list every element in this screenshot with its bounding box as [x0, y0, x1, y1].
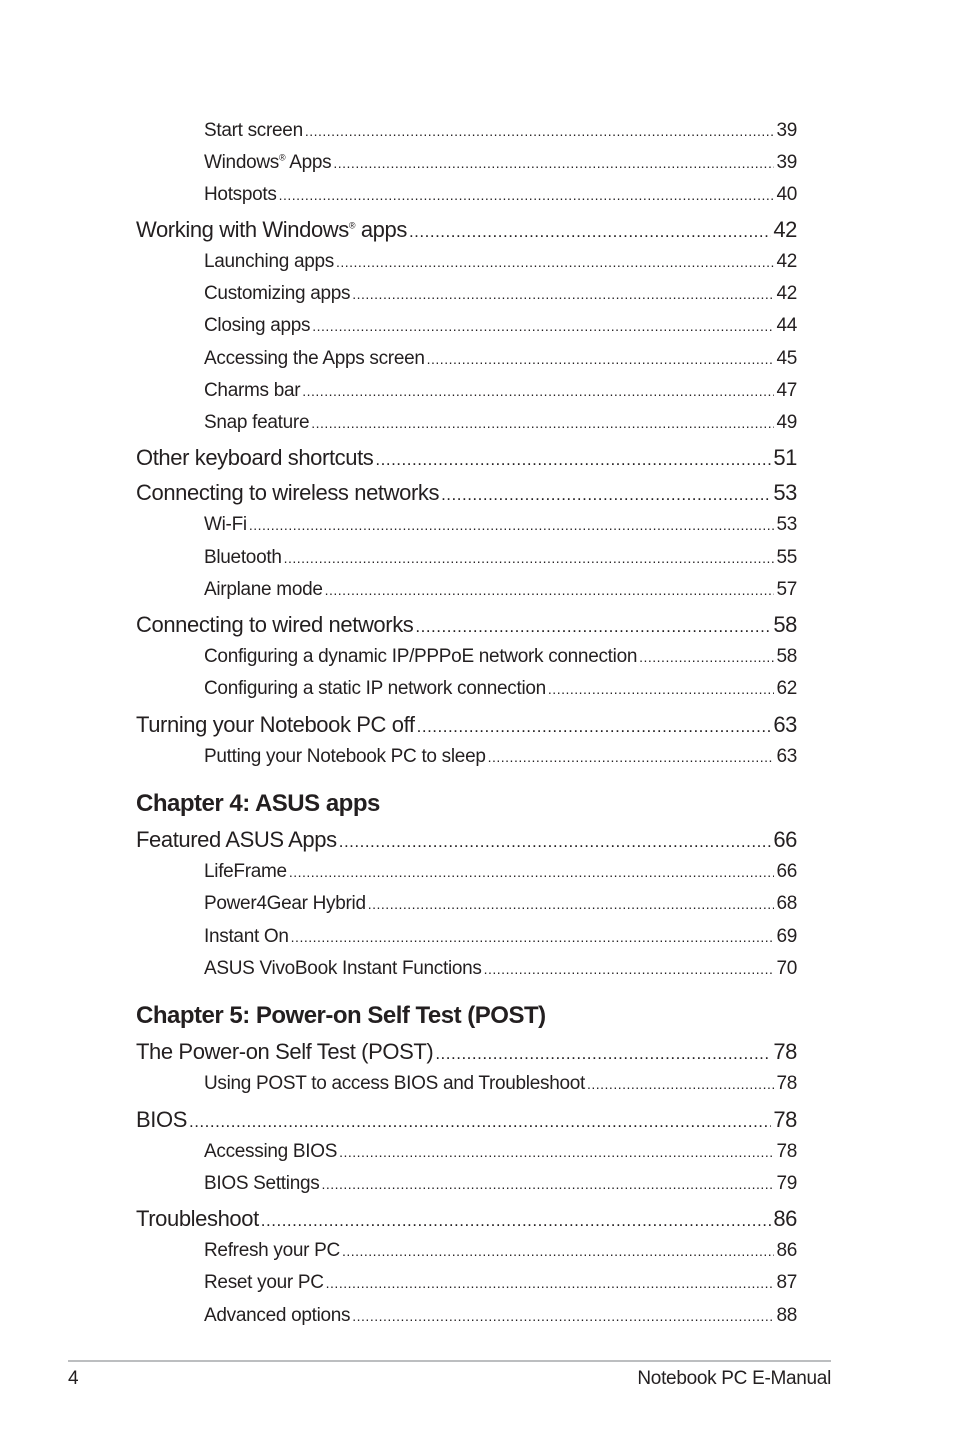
toc-entry-page: 45	[776, 348, 797, 369]
dot-leader	[311, 415, 774, 431]
toc-entry-title: Start screen	[204, 120, 303, 141]
toc-entry-title: Snap feature	[204, 412, 310, 433]
toc-subentry[interactable]	[204, 861, 797, 891]
toc-entry-title: Hotspots	[204, 184, 277, 205]
toc-entry-title: Configuring a static IP network connection	[204, 678, 546, 699]
toc-subentry[interactable]	[204, 958, 797, 988]
dot-leader	[339, 832, 772, 852]
dot-leader	[415, 617, 771, 637]
dot-leader	[336, 254, 774, 270]
toc-subentry[interactable]	[204, 514, 797, 544]
toc-entry-page: 42	[776, 251, 797, 272]
dot-leader	[375, 450, 771, 470]
toc-entry-page: 87	[776, 1272, 797, 1293]
toc-entry-title: The Power-on Self Test (POST)	[136, 1039, 434, 1064]
toc-subentry[interactable]	[204, 1073, 797, 1103]
toc-entry-title: Turning your Notebook PC off	[136, 712, 415, 737]
toc-subentry[interactable]	[204, 184, 797, 214]
toc-entry-title: Bluetooth	[204, 547, 282, 568]
toc-entry-title: Connecting to wired networks	[136, 612, 414, 637]
toc-entry-title: Reset your PC	[204, 1272, 324, 1293]
toc-entry-title: BIOS Settings	[204, 1173, 320, 1194]
toc-entry-page: 78	[773, 1107, 797, 1132]
toc-entry-page: 70	[776, 958, 797, 979]
toc-entry-page: 79	[776, 1173, 797, 1194]
toc-entry-title: Windows® Apps	[204, 152, 332, 173]
dot-leader	[291, 929, 775, 945]
toc-entry-page: 51	[773, 445, 797, 470]
toc-entry-title: Troubleshoot	[136, 1206, 259, 1231]
toc-entry-page: 55	[776, 547, 797, 568]
toc-entry-title: Working with Windows® apps	[136, 217, 407, 242]
toc-entry-title: Launching apps	[204, 251, 334, 272]
toc-entry[interactable]	[136, 445, 797, 475]
dot-leader	[249, 517, 775, 533]
dot-leader	[548, 681, 775, 697]
toc-entry-page: 42	[776, 283, 797, 304]
dot-leader	[368, 896, 775, 912]
toc-entry[interactable]	[136, 480, 797, 510]
toc-subentry[interactable]	[204, 412, 797, 442]
page-number: 4	[68, 1368, 79, 1389]
toc-entry[interactable]	[136, 712, 797, 742]
toc-entry-title: Charms bar	[204, 380, 301, 401]
toc-entry-page: 66	[773, 827, 797, 852]
toc-entry-page: 62	[776, 678, 797, 699]
toc-entry[interactable]	[136, 1107, 797, 1137]
toc-entry-page: 78	[776, 1141, 797, 1162]
dot-leader	[427, 351, 775, 367]
dot-leader	[333, 155, 774, 171]
toc-subentry[interactable]	[204, 1305, 797, 1335]
dot-leader	[326, 1275, 775, 1291]
toc-entry-title: Other keyboard shortcuts	[136, 445, 374, 470]
toc-entry-title: Configuring a dynamic IP/PPPoE network connection	[204, 646, 638, 667]
chapter-5-heading: Chapter 5: Power-on Self Test (POST)	[136, 1002, 546, 1029]
dot-leader	[435, 1044, 771, 1064]
toc-entry-title: Closing apps	[204, 315, 311, 336]
dot-leader	[261, 1211, 772, 1231]
toc-entry-title: Power4Gear Hybrid	[204, 893, 366, 914]
toc-subentry[interactable]	[204, 283, 797, 313]
toc-entry-page: 78	[773, 1039, 797, 1064]
toc-entry-page: 53	[776, 514, 797, 535]
dot-leader	[302, 383, 774, 399]
toc-entry-title: BIOS	[136, 1107, 187, 1132]
toc-subentry[interactable]	[204, 746, 797, 776]
dot-leader	[484, 961, 775, 977]
dot-leader	[352, 1308, 774, 1324]
toc-entry-page: 58	[773, 612, 797, 637]
toc-entry-title: Refresh your PC	[204, 1240, 340, 1261]
toc-entry-title: Instant On	[204, 926, 289, 947]
toc-entry-page: 49	[776, 412, 797, 433]
dot-leader	[312, 318, 774, 334]
toc-entry-page: 53	[773, 480, 797, 505]
toc-entry-title: Airplane mode	[204, 579, 323, 600]
toc-subentry[interactable]	[204, 348, 797, 378]
dot-leader	[342, 1243, 775, 1259]
dot-leader	[587, 1076, 774, 1092]
toc-entry-title: Connecting to wireless networks	[136, 480, 440, 505]
toc-entry-page: 88	[776, 1305, 797, 1326]
toc-subentry[interactable]	[204, 251, 797, 281]
toc-entry-page: 40	[776, 184, 797, 205]
toc-entry[interactable]	[136, 827, 797, 857]
dot-leader	[279, 187, 775, 203]
toc-entry-page: 47	[776, 380, 797, 401]
toc-entry-title: Putting your Notebook PC to sleep	[204, 746, 486, 767]
toc-subentry[interactable]	[204, 926, 797, 956]
toc-subentry[interactable]	[204, 152, 797, 182]
dot-leader	[417, 717, 772, 737]
toc-entry-title: Customizing apps	[204, 283, 351, 304]
toc-subentry[interactable]	[204, 315, 797, 345]
dot-leader	[325, 582, 775, 598]
toc-subentry[interactable]	[204, 893, 797, 923]
toc-entry-page: 63	[776, 746, 797, 767]
dot-leader	[488, 749, 775, 765]
dot-leader	[409, 222, 771, 242]
manual-title: Notebook PC E-Manual	[637, 1368, 831, 1389]
toc-entry[interactable]	[136, 1039, 797, 1069]
toc-entry-page: 63	[773, 712, 797, 737]
toc-entry-title: LifeFrame	[204, 861, 287, 882]
dot-leader	[189, 1112, 771, 1132]
toc-entry-page: 86	[773, 1206, 797, 1231]
toc-entry-page: 57	[776, 579, 797, 600]
toc-subentry[interactable]	[204, 1272, 797, 1302]
toc-subentry[interactable]	[204, 380, 797, 410]
toc-entry-page: 78	[776, 1073, 797, 1094]
toc-subentry[interactable]	[204, 1141, 797, 1171]
toc-entry-page: 58	[776, 646, 797, 667]
toc-subentry[interactable]	[204, 678, 797, 708]
toc-subentry[interactable]	[204, 1173, 797, 1203]
dot-leader	[284, 550, 775, 566]
dot-leader	[639, 649, 774, 665]
registered-mark: ®	[278, 152, 286, 163]
toc-subentry[interactable]	[204, 547, 797, 577]
toc-entry-page: 69	[776, 926, 797, 947]
dot-leader	[305, 123, 775, 139]
chapter-4-heading: Chapter 4: ASUS apps	[136, 790, 380, 817]
toc-entry-page: 44	[776, 315, 797, 336]
toc-entry-title: Advanced options	[204, 1305, 351, 1326]
toc-entry-title: Featured ASUS Apps	[136, 827, 337, 852]
toc-entry-page: 86	[776, 1240, 797, 1261]
registered-mark: ®	[348, 220, 356, 231]
toc-entry-page: 42	[773, 217, 797, 242]
toc-subentry[interactable]	[204, 646, 797, 676]
toc-entry-title: Accessing the Apps screen	[204, 348, 425, 369]
toc-entry[interactable]	[136, 217, 797, 247]
toc-entry-title: Using POST to access BIOS and Troubleshoot	[204, 1073, 585, 1094]
toc-entry-title: Wi-Fi	[204, 514, 247, 535]
dot-leader	[339, 1144, 774, 1160]
toc-entry[interactable]	[136, 612, 797, 642]
toc-entry-page: 39	[776, 152, 797, 173]
toc-entry-title: Accessing BIOS	[204, 1141, 338, 1162]
toc-entry-page: 68	[776, 893, 797, 914]
toc-entry[interactable]	[136, 1206, 797, 1236]
toc-subentry[interactable]	[204, 1240, 797, 1270]
toc-entry-title: ASUS VivoBook Instant Functions	[204, 958, 482, 979]
dot-leader	[441, 485, 771, 505]
toc-subentry[interactable]	[204, 120, 797, 150]
toc-entry-page: 39	[776, 120, 797, 141]
toc-subentry[interactable]	[204, 579, 797, 609]
footer-divider	[68, 1360, 831, 1362]
dot-leader	[352, 286, 774, 302]
toc-entry-page: 66	[776, 861, 797, 882]
dot-leader	[289, 864, 775, 880]
dot-leader	[321, 1176, 774, 1192]
